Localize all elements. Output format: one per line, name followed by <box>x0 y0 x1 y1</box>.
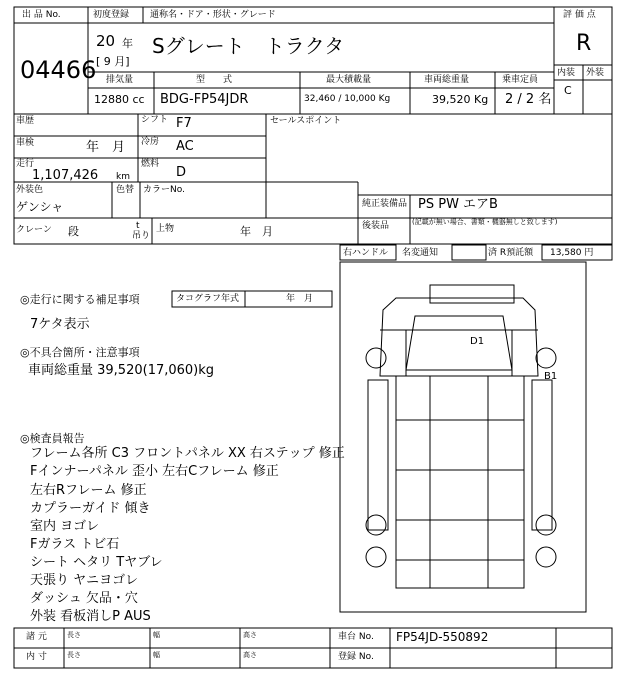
length-label: 長さ <box>67 631 81 639</box>
cab-outline <box>380 298 538 376</box>
crane-stage: 段 <box>68 225 79 238</box>
right-step-outline <box>532 380 552 530</box>
color-change-label: 色替 <box>116 185 135 195</box>
wheel-mid-right-icon <box>536 515 556 535</box>
defects-note: 車両総重量 39,520(17,060)kg <box>28 363 215 378</box>
tacho-date: 年 月 <box>286 294 314 304</box>
ac-value: AC <box>176 139 194 154</box>
recycle-value: 13,580 円 <box>550 248 594 258</box>
installed-label: 上物 <box>156 224 175 234</box>
color-value: ゲンシャ <box>16 200 64 214</box>
frame-outline <box>396 376 524 588</box>
displacement-value: 12880 cc <box>94 93 145 106</box>
gross-weight-value: 39,520 Kg <box>432 93 489 106</box>
sales-points-label: セールスポイント <box>270 116 342 126</box>
chassis-label: 車台 No. <box>338 632 374 642</box>
fuel-label: 燃料 <box>141 159 160 169</box>
history-label: 車歴 <box>16 116 35 126</box>
capacity-label: 乗車定員 <box>502 75 539 85</box>
inspector-line: カプラーガイド 傾き <box>30 501 151 516</box>
shift-value: F7 <box>176 116 192 131</box>
crane-ton: t <box>136 221 140 231</box>
dim-label: 諸 元 <box>26 632 47 642</box>
inspector-line: 左右Rフレーム 修正 <box>30 483 147 498</box>
inspector-line: Fガラス トビ石 <box>30 537 120 552</box>
reg-label: 登録 No. <box>338 652 374 662</box>
capacity-value: 2 / 2 名 <box>505 92 552 107</box>
crane-lift: 吊り <box>132 231 151 241</box>
type-label: 型 式 <box>196 75 233 85</box>
mileage-label: 走行 <box>16 159 35 169</box>
mirror-outline <box>430 285 514 303</box>
width-label-inner: 幅 <box>153 651 160 659</box>
displacement-label: 排気量 <box>106 75 134 85</box>
width-label: 幅 <box>153 631 160 639</box>
rating-value: R <box>576 31 592 56</box>
inspector-line: 天張り ヤニヨゴレ <box>30 573 139 588</box>
inner-label: 内 寸 <box>26 652 47 662</box>
inspector-line: フレーム各所 C3 フロントパネル XX 右ステップ 修正 <box>30 446 345 461</box>
fuel-value: D <box>176 165 187 180</box>
first-reg-label: 初度登録 <box>93 10 130 20</box>
lot-label: 出 品 No. <box>22 10 61 20</box>
installed-date: 年 月 <box>240 225 273 238</box>
type-value: BDG-FP54JDR <box>160 92 249 107</box>
shift-label: シフト <box>141 115 169 125</box>
interior-grade: C <box>564 84 572 97</box>
wheel-mid-left-icon <box>366 515 386 535</box>
left-step-outline <box>368 380 388 530</box>
first-reg-year: 20 <box>96 32 116 50</box>
max-load-label: 最大積載量 <box>326 75 372 85</box>
color-label: 外装色 <box>16 185 44 195</box>
model-name: Sグレート トラクタ <box>152 34 345 58</box>
inspector-line: Fインナーパネル 歪小 左右Cフレーム 修正 <box>30 464 279 479</box>
length-label-inner: 長さ <box>67 651 81 659</box>
gross-weight-label: 車両総重量 <box>424 75 470 85</box>
wheel-front-left-icon <box>366 348 386 368</box>
inspector-line: ダッシュ 欠品・穴 <box>30 591 138 606</box>
inspector-line: 外装 看板消しP AUS <box>30 609 151 624</box>
name-change-label: 名変通知 <box>402 248 439 258</box>
tacho-label: タコグラフ年式 <box>176 294 240 304</box>
max-load-value: 32,460 / 10,000 Kg <box>304 94 391 104</box>
equipment-value: PS PW エアB <box>418 197 498 212</box>
wheel-rear-right-icon <box>536 547 556 567</box>
inspector-label: ◎検査員報告 <box>20 432 85 445</box>
damage-mark-b1: B1 <box>544 371 558 382</box>
running-label: ◎走行に関する補足事項 <box>20 293 140 306</box>
height-label: 高さ <box>243 631 257 639</box>
rating-label: 評 価 点 <box>563 10 596 20</box>
defects-label: ◎不具合箇所・注意事項 <box>20 346 140 359</box>
wheel-front-right-icon <box>536 348 556 368</box>
mileage-unit: km <box>116 172 130 182</box>
mileage-value: 1,107,426 <box>32 168 99 183</box>
equipment-label: 純正装備品 <box>362 199 408 209</box>
color-code-label: カラーNo. <box>143 185 185 195</box>
wheel-rear-left-icon <box>366 547 386 567</box>
steering-value: 右ハンドル <box>343 248 389 258</box>
damage-mark-d1: D1 <box>470 336 485 347</box>
windshield-outline <box>406 316 512 370</box>
running-note: 7ケタ表示 <box>30 317 90 332</box>
height-label-inner: 高さ <box>243 651 257 659</box>
aftermarket-note: (記載が無い場合、書類・機器無しと致します) <box>412 218 558 226</box>
inspection-value: 年 月 <box>86 140 126 155</box>
interior-label: 内装 <box>557 68 576 78</box>
ac-label: 冷房 <box>141 137 160 147</box>
inspector-line: 室内 ヨゴレ <box>30 519 100 534</box>
aftermarket-label: 後装品 <box>362 221 390 231</box>
lot-number: 04466 <box>20 56 97 84</box>
exterior-label: 外装 <box>586 68 605 78</box>
first-reg-month: [ 9 月] <box>96 55 130 68</box>
first-reg-year-unit: 年 <box>122 37 133 50</box>
chassis-value: FP54JD-550892 <box>396 630 489 644</box>
inspector-line: シート ヘタリ Tヤブレ <box>30 555 163 570</box>
recycle-label: 済 R預託額 <box>488 248 534 258</box>
crane-label: クレーン <box>16 225 52 235</box>
model-grade-label: 通称名・ドア・形状・グレード <box>150 10 276 20</box>
inspection-label: 車検 <box>16 138 35 148</box>
